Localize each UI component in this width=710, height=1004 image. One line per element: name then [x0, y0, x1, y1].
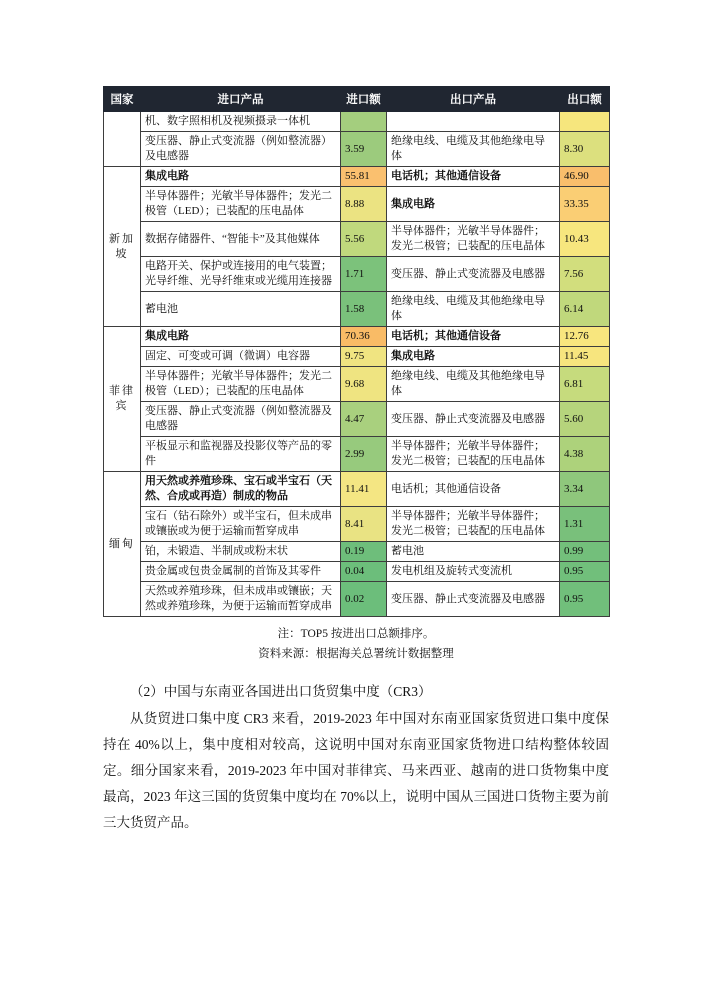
- table-row: [104, 187, 610, 222]
- table-row: [104, 367, 610, 402]
- import-product-cell: 半导体器件；光敏半导体器件；发光二极管（LED）；已装配的压电晶体: [141, 367, 341, 402]
- table-header-row: [104, 87, 610, 112]
- table-row: [104, 582, 610, 617]
- export-amount-cell: 3.34: [560, 472, 610, 507]
- table-row: [104, 347, 610, 367]
- export-amount-cell: 0.99: [560, 542, 610, 562]
- import-amount-cell: 3.59: [341, 132, 387, 167]
- export-amount-cell: 4.38: [560, 437, 610, 472]
- export-amount-cell: 33.35: [560, 187, 610, 222]
- table-notes: [103, 624, 609, 664]
- import-amount-cell: 0.02: [341, 582, 387, 617]
- import-amount-cell: 9.75: [341, 347, 387, 367]
- import-product-cell: 集成电路: [141, 167, 341, 187]
- export-product-cell: 变压器、静止式变流器及电感器: [387, 402, 560, 437]
- import-amount-cell: 8.88: [341, 187, 387, 222]
- export-product-cell: 变压器、静止式变流器及电感器: [387, 257, 560, 292]
- import-product-cell: 变压器、静止式变流器（例如整流器及电感器: [141, 402, 341, 437]
- table-row: [104, 167, 610, 187]
- export-amount-cell: 0.95: [560, 562, 610, 582]
- import-amount-cell: 11.41: [341, 472, 387, 507]
- import-amount-cell: 2.99: [341, 437, 387, 472]
- export-amount-cell: 10.43: [560, 222, 610, 257]
- import-product-cell: 机、数字照相机及视频摄录一体机: [141, 112, 341, 132]
- note-source: 资料来源：根据海关总署统计数据整理: [258, 648, 454, 660]
- table-row: [104, 132, 610, 167]
- country-cell: 新加坡: [104, 167, 141, 327]
- table-row: [104, 542, 610, 562]
- export-product-cell: 绝缘电线、电缆及其他绝缘电导体: [387, 367, 560, 402]
- export-product-cell: 电话机；其他通信设备: [387, 167, 560, 187]
- header-cell: 国家: [104, 87, 141, 112]
- export-product-cell: 集成电路: [387, 347, 560, 367]
- export-product-cell: [387, 112, 560, 132]
- import-amount-cell: [341, 112, 387, 132]
- body-paragraph: 从货贸进口集中度 CR3 来看，2019-2023 年中国对东南亚国家货贸进口集中度保持在 40%以上，集中度相对较高，这说明中国对东南亚国家货物进口结构整体较固定。细分国家来看，2019-2023 年中国对菲律宾、马来西亚、越南的进口货物集中度最高，2023 年这三国的货贸集中度均在 70%以上，说明中国从三国进口货物主要为前三大货贸产品。: [103, 711, 609, 830]
- import-product-cell: 固定、可变或可调（微调）电容器: [141, 347, 341, 367]
- export-product-cell: 集成电路: [387, 187, 560, 222]
- import-product-cell: 变压器、静止式变流器（例如整流器）及电感器: [141, 132, 341, 167]
- note-sorting: 注：TOP5 按进出口总额排序。: [277, 628, 435, 640]
- table-row: [104, 222, 610, 257]
- export-amount-cell: 0.95: [560, 582, 610, 617]
- export-product-cell: 绝缘电线、电缆及其他绝缘电导体: [387, 132, 560, 167]
- page-content: [103, 86, 609, 836]
- import-amount-cell: 1.58: [341, 292, 387, 327]
- export-product-cell: 电话机；其他通信设备: [387, 472, 560, 507]
- import-product-cell: 电路开关、保护或连接用的电气装置；光导纤维、光导纤维束或光缆用连接器: [141, 257, 341, 292]
- table-row: [104, 437, 610, 472]
- country-cell: 缅甸: [104, 472, 141, 617]
- import-amount-cell: 55.81: [341, 167, 387, 187]
- import-amount-cell: 1.71: [341, 257, 387, 292]
- import-product-cell: 半导体器件；光敏半导体器件；发光二极管（LED）；已装配的压电晶体: [141, 187, 341, 222]
- export-amount-cell: [560, 112, 610, 132]
- table-row: [104, 292, 610, 327]
- export-amount-cell: 12.76: [560, 327, 610, 347]
- import-product-cell: 集成电路: [141, 327, 341, 347]
- country-cell: [104, 112, 141, 167]
- import-product-cell: 用天然或养殖珍珠、宝石或半宝石（天然、合成或再造）制成的物品: [141, 472, 341, 507]
- import-product-cell: 天然或养殖珍珠，但未成串或镶嵌；天然或养殖珍珠，为便于运输而暂穿成串: [141, 582, 341, 617]
- export-product-cell: 半导体器件；光敏半导体器件；发光二极管；已装配的压电晶体: [387, 437, 560, 472]
- export-product-cell: 半导体器件；光敏半导体器件；发光二极管；已装配的压电晶体: [387, 222, 560, 257]
- country-cell: 菲律宾: [104, 327, 141, 472]
- import-product-cell: 平板显示和监视器及投影仪等产品的零件: [141, 437, 341, 472]
- export-product-cell: 电话机；其他通信设备: [387, 327, 560, 347]
- import-product-cell: 铂，未锻造、半制成或粉末状: [141, 542, 341, 562]
- table-row: [104, 257, 610, 292]
- export-product-cell: 蓄电池: [387, 542, 560, 562]
- import-amount-cell: 8.41: [341, 507, 387, 542]
- table-row: [104, 562, 610, 582]
- export-amount-cell: 6.81: [560, 367, 610, 402]
- header-cell: 出口产品: [387, 87, 560, 112]
- header-cell: 进口额: [341, 87, 387, 112]
- header-cell: 出口额: [560, 87, 610, 112]
- export-amount-cell: 5.60: [560, 402, 610, 437]
- table-row: [104, 402, 610, 437]
- import-amount-cell: 0.04: [341, 562, 387, 582]
- export-product-cell: 变压器、静止式变流器及电感器: [387, 582, 560, 617]
- export-amount-cell: 11.45: [560, 347, 610, 367]
- table-row: [104, 327, 610, 347]
- table-row: [104, 112, 610, 132]
- import-amount-cell: 70.36: [341, 327, 387, 347]
- section-heading: （2）中国与东南亚各国进出口货贸集中度（CR3）: [130, 684, 432, 699]
- import-product-cell: 贵金属或包贵金属制的首饰及其零件: [141, 562, 341, 582]
- trade-table: [103, 86, 610, 617]
- header-cell: 进口产品: [141, 87, 341, 112]
- export-product-cell: 发电机组及旋转式变流机: [387, 562, 560, 582]
- table-row: [104, 507, 610, 542]
- table-body: [104, 112, 610, 617]
- export-amount-cell: 7.56: [560, 257, 610, 292]
- export-amount-cell: 1.31: [560, 507, 610, 542]
- import-amount-cell: 4.47: [341, 402, 387, 437]
- export-product-cell: 绝缘电线、电缆及其他绝缘电导体: [387, 292, 560, 327]
- import-product-cell: 蓄电池: [141, 292, 341, 327]
- import-amount-cell: 5.56: [341, 222, 387, 257]
- import-amount-cell: 9.68: [341, 367, 387, 402]
- export-amount-cell: 8.30: [560, 132, 610, 167]
- table-row: [104, 472, 610, 507]
- import-product-cell: 数据存储器件、“智能卡”及其他媒体: [141, 222, 341, 257]
- import-amount-cell: 0.19: [341, 542, 387, 562]
- export-product-cell: 半导体器件；光敏半导体器件；发光二极管；已装配的压电晶体: [387, 507, 560, 542]
- import-product-cell: 宝石（钻石除外）或半宝石，但未成串或镶嵌或为便于运输而暂穿成串: [141, 507, 341, 542]
- export-amount-cell: 46.90: [560, 167, 610, 187]
- export-amount-cell: 6.14: [560, 292, 610, 327]
